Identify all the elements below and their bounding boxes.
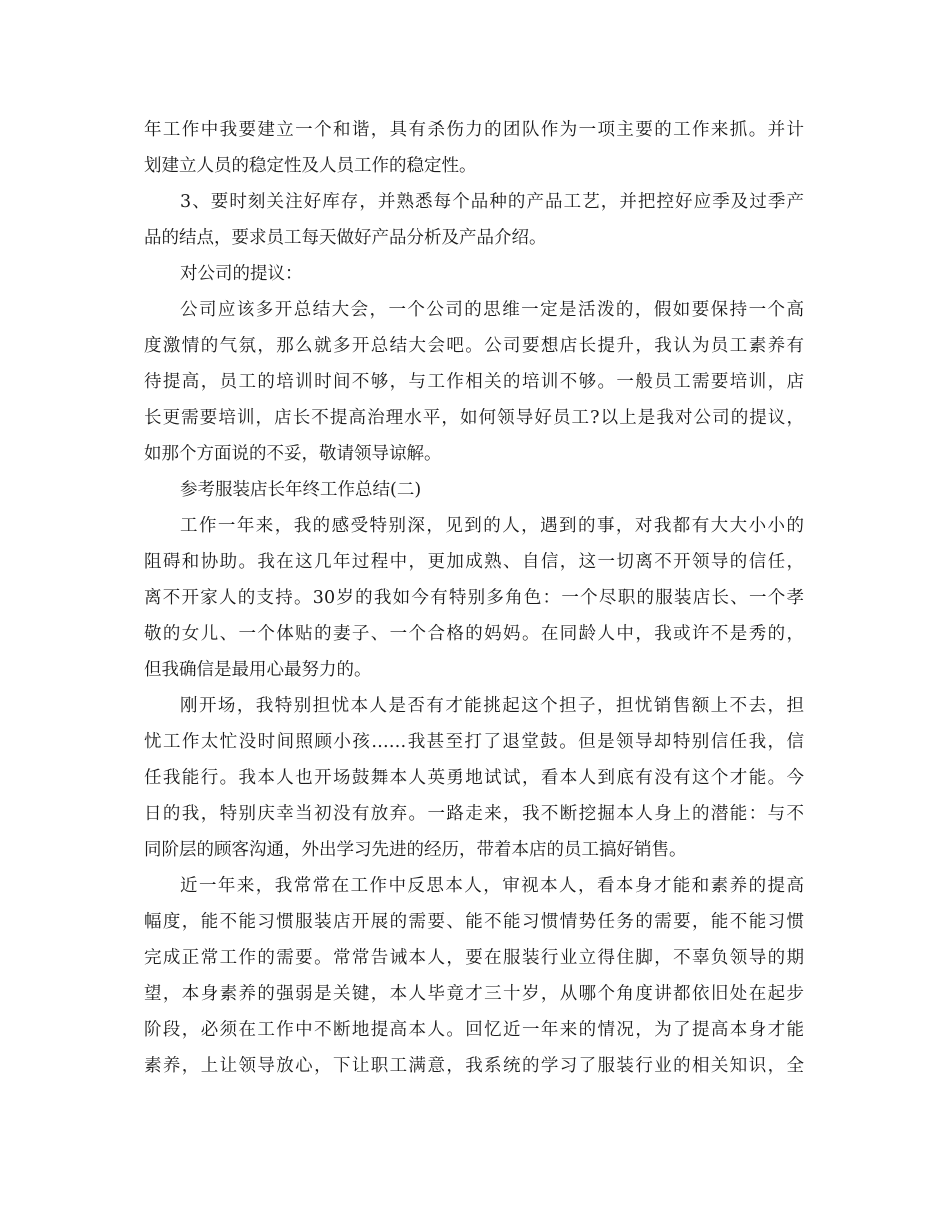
text-line: 同阶层的顾客沟通，外出学习先进的经历，带着本店的员工搞好销售。 (144, 840, 687, 860)
text-line: 待提高，员工的培训时间不够，与工作相关的培训不够。一般员工需要培训，店 (144, 372, 804, 392)
text-line: 近一年来，我常常在工作中反思本人，审视本人，看本身才能和素养的提高 (180, 876, 804, 896)
text-line: 但我确信是最用心最努力的。 (144, 660, 372, 680)
text-line: 3、要时刻关注好库存，并熟悉每个品种的产品工艺，并把控好应季及过季产 (180, 192, 804, 212)
text-line: 忧工作太忙没时间照顾小孩……我甚至打了退堂鼓。但是领导却特别信任我，信 (144, 732, 804, 752)
text-line: 如那个方面说的不妥，敬请领导谅解。 (144, 444, 442, 464)
text-line: 长更需要培训，店长不提高治理水平，如何领导好员工?以上是我对公司的提议， (144, 408, 804, 428)
text-line: 素养，上让领导放心，下让职工满意，我系统的学习了服装行业的相关知识，全 (144, 1056, 804, 1076)
text-line: 阻碍和协助。我在这几年过程中，更加成熟、自信，这一切离不开领导的信任， (144, 552, 804, 572)
section-heading: 参考服装店长年终工作总结(二) (180, 480, 422, 500)
text-line: 刚开场，我特别担忧本人是否有才能挑起这个担子，担忧销售额上不去，担 (180, 696, 804, 716)
text-line: 划建立人员的稳定性及人员工作的稳定性。 (144, 156, 477, 176)
text-line: 年工作中我要建立一个和谐，具有杀伤力的团队作为一项主要的工作来抓。并计 (144, 120, 804, 140)
text-line: 阶段，必须在工作中不断地提高本人。回忆近一年来的情况，为了提高本身才能 (144, 1020, 804, 1040)
text-line: 公司应该多开总结大会，一个公司的思维一定是活泼的，假如要保持一个高 (180, 300, 804, 320)
text-line: 敬的女儿、一个体贴的妻子、一个合格的妈妈。在同龄人中，我或许不是秀的， (144, 624, 804, 644)
text-line: 度激情的气氛，那么就多开总结大会吧。公司要想店长提升，我认为员工素养有 (144, 336, 804, 356)
text-line: 完成正常工作的需要。常常告诫本人，要在服装行业立得住脚，不辜负领导的期 (144, 948, 804, 968)
section-heading: 对公司的提议： (180, 264, 303, 284)
text-line: 工作一年来，我的感受特别深，见到的人，遇到的事，对我都有大大小小的 (180, 516, 804, 536)
text-line: 离不开家人的支持。30岁的我如今有特别多角色：一个尽职的服装店长、一个孝 (144, 588, 804, 608)
text-line: 任我能行。我本人也开场鼓舞本人英勇地试试，看本人到底有没有这个才能。今 (144, 768, 804, 788)
text-line: 幅度，能不能习惯服装店开展的需要、能不能习惯情势任务的需要，能不能习惯 (144, 912, 804, 932)
text-line: 日的我，特别庆幸当初没有放弃。一路走来，我不断挖掘本人身上的潜能：与不 (144, 804, 804, 824)
text-line: 望，本身素养的强弱是关键，本人毕竟才三十岁，从哪个角度讲都依旧处在起步 (144, 984, 804, 1004)
text-line: 品的结点，要求员工每天做好产品分析及产品介绍。 (144, 228, 547, 248)
